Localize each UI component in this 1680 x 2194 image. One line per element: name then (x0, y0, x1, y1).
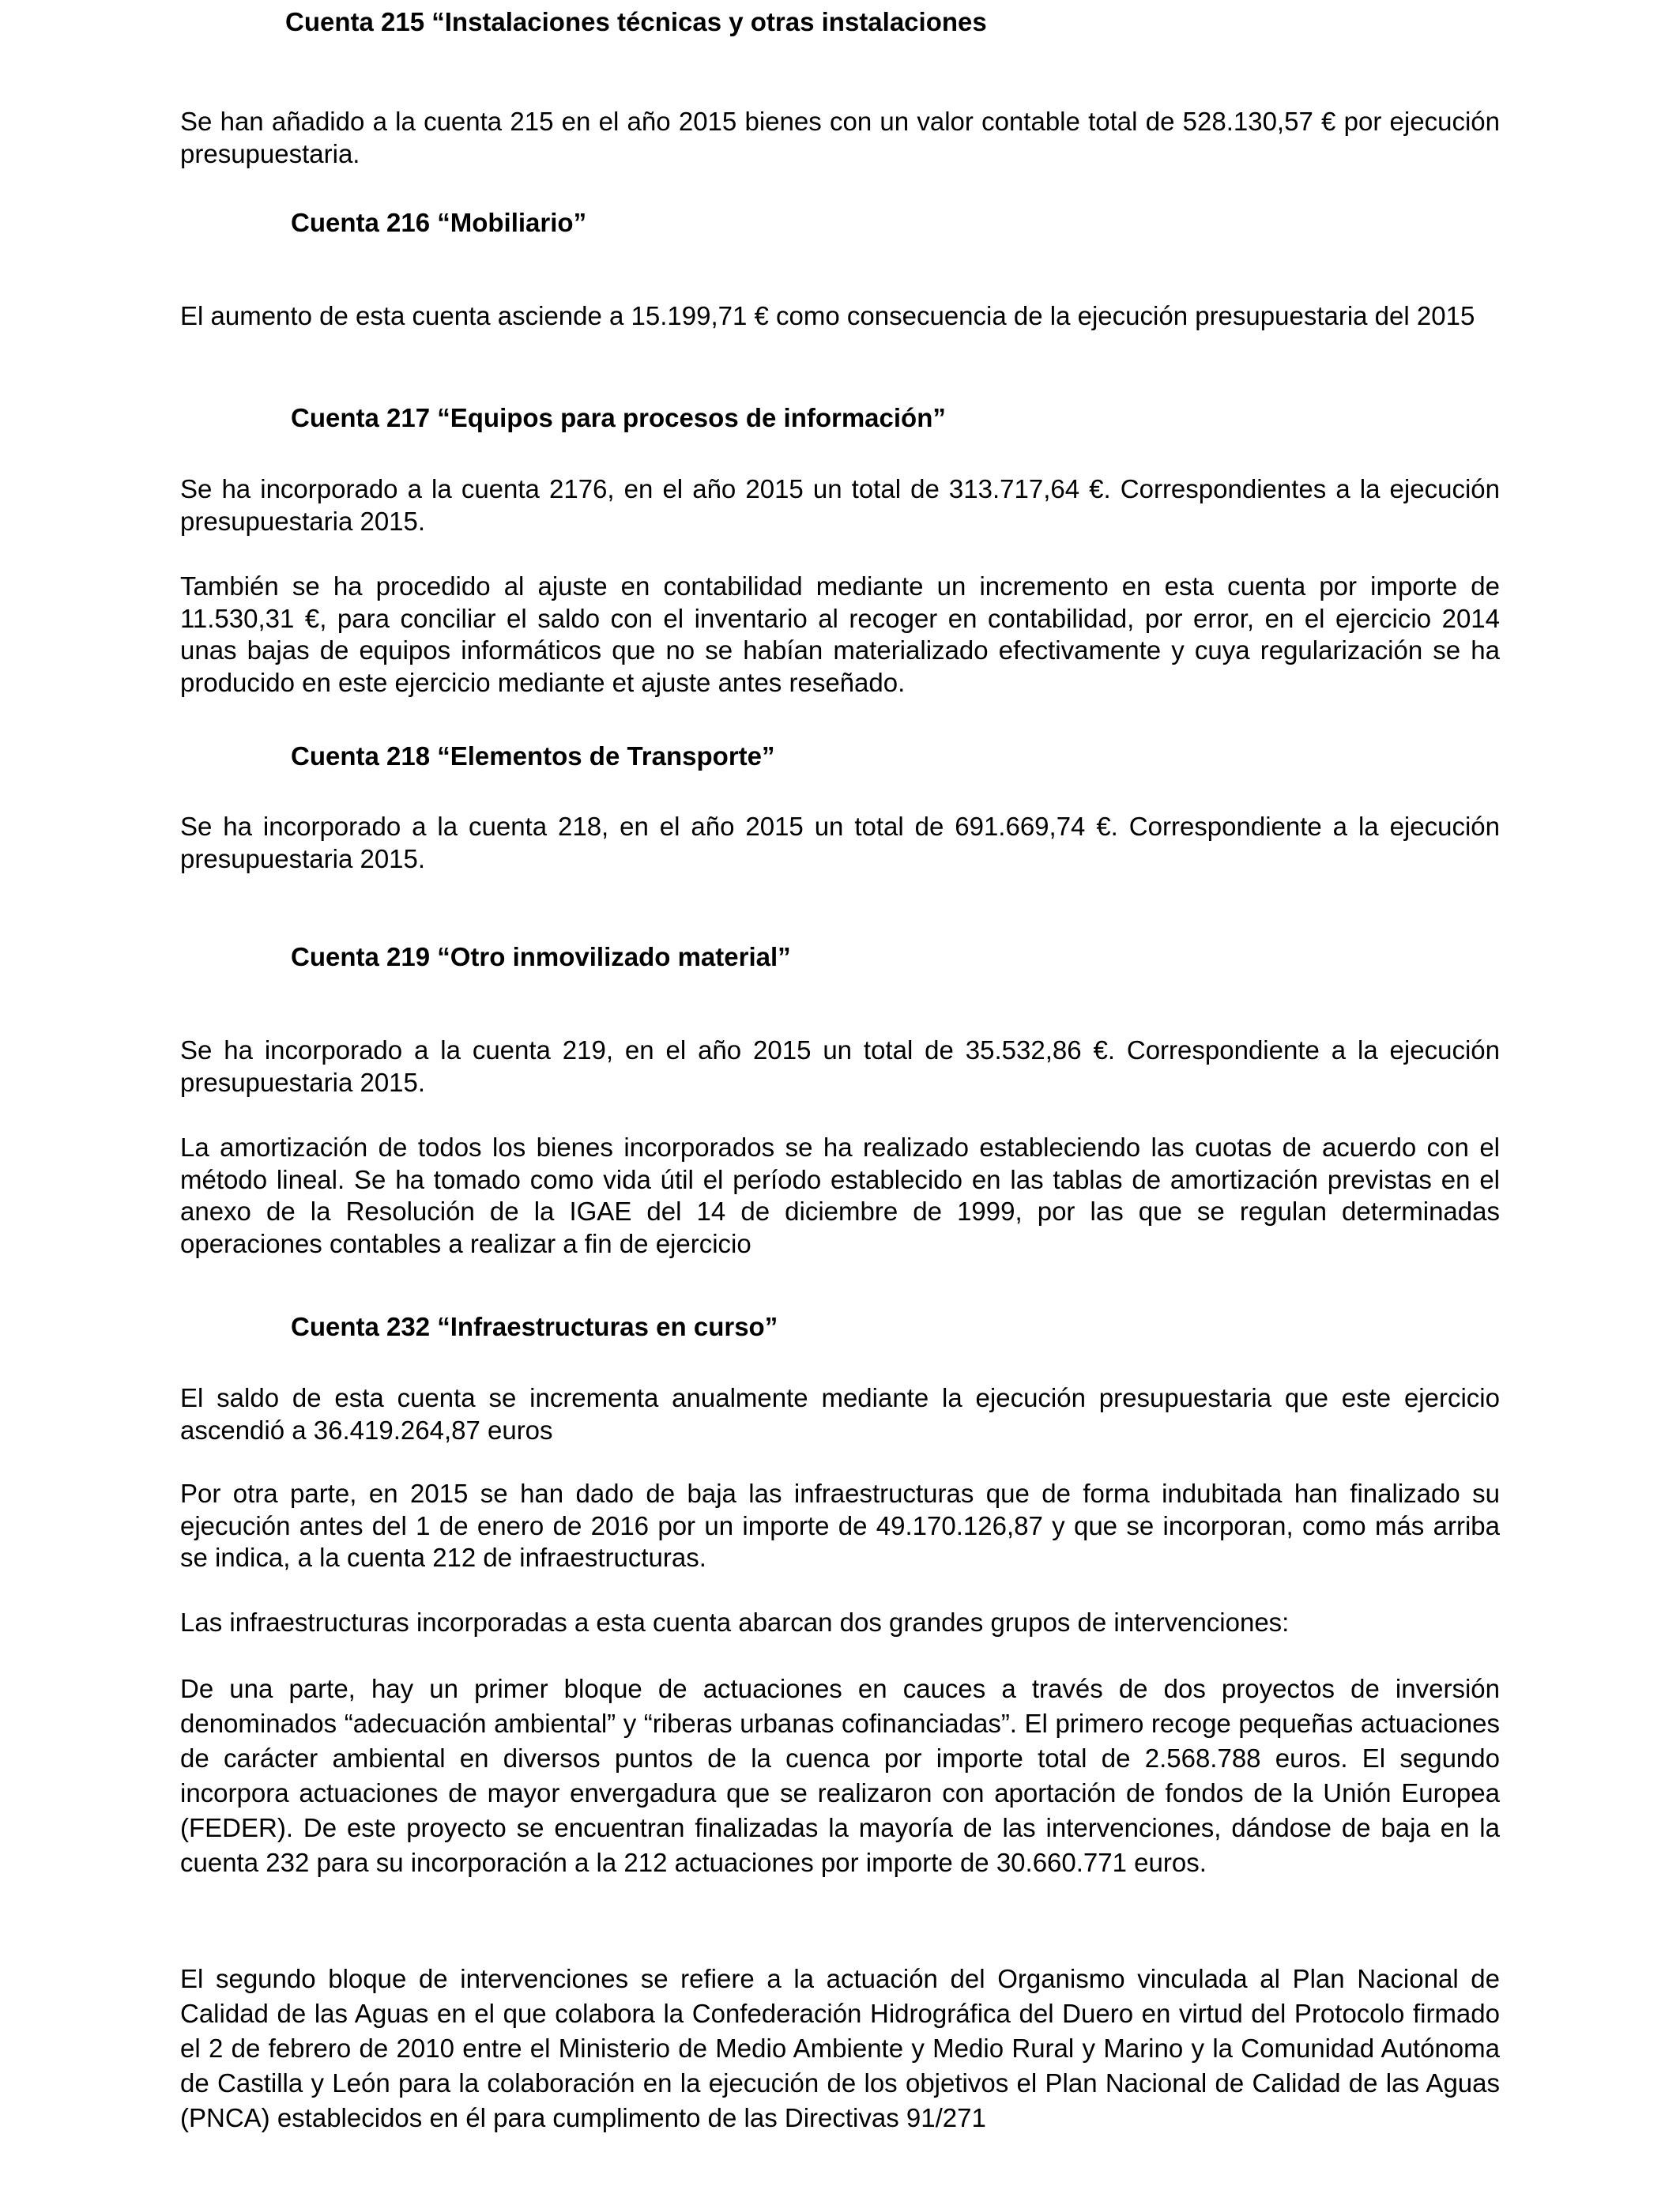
heading-cuenta-215: Cuenta 215 “Instalaciones técnicas y otras instalaciones (285, 7, 987, 36)
paragraph-cuenta-217-2: También se ha procedido al ajuste en contabilidad mediante un incremento en esta cuenta por importe de 11.530,31 €, para conciliar el saldo con el inventario al recoger en contabilidad, por error, en el ejercicio 2014 unas bajas de equipos informáticos que no se habían materializado efectivamente y cuya regularización se ha producido en este ejercicio mediante et ajuste antes reseñado. (180, 571, 1500, 697)
heading-cuenta-219: Cuenta 219 “Otro inmovilizado material” (291, 942, 791, 971)
paragraph-cuenta-232-5: El segundo bloque de intervenciones se refiere a la actuación del Organismo vinculada al Plan Nacional de Calidad de las Aguas en el que colabora la Confederación Hidrográfica del Duero en virtud del Protocolo firmado el 2 de febrero de 2010 entre el Ministerio de Medio Ambiente y Medio Rural y Marino y la Comunidad Autónoma de Castilla y León para la colaboración en la ejecución de los objetivos el Plan Nacional de Calidad de las Aguas (PNCA) establecidos en él para cumplimento de las Directivas 91/271 (180, 1964, 1500, 2132)
paragraph-cuenta-232-3: Las infraestructuras incorporadas a esta cuenta abarcan dos grandes grupos de intervenciones: (180, 1608, 1290, 1637)
paragraph-cuenta-232-1: El saldo de esta cuenta se incrementa anualmente mediante la ejecución presupuestaria que este ejercicio ascendió a 36.419.264,87 euros (180, 1383, 1500, 1445)
heading-cuenta-218: Cuenta 218 “Elementos de Transporte” (291, 741, 775, 771)
paragraph-cuenta-216: El aumento de esta cuenta asciende a 15.199,71 € como consecuencia de la ejecución presupuestaria del 2015 (180, 301, 1475, 330)
paragraph-cuenta-219-1: Se ha incorporado a la cuenta 219, en el año 2015 un total de 35.532,86 €. Correspondiente a la ejecución presupuestaria 2015. (180, 1035, 1500, 1097)
paragraph-cuenta-219-2: La amortización de todos los bienes incorporados se ha realizado estableciendo las cuotas de acuerdo con el método lineal. Se ha tomado como vida útil el período establecido en las tablas de amortización previstas en el anexo de la Resolución de la IGAE del 14 de diciembre de 1999, por las que se regulan determinadas operaciones contables a realizar a fin de ejercicio (180, 1133, 1500, 1258)
paragraph-cuenta-232-2: Por otra parte, en 2015 se han dado de baja las infraestructuras que de forma indubitada han finalizado su ejecución antes del 1 de enero de 2016 por un importe de 49.170.126,87 y que se incorporan, como más arriba se indica, a la cuenta 212 de infraestructuras. (180, 1479, 1500, 1572)
paragraph-cuenta-232-4: De una parte, hay un primer bloque de actuaciones en cauces a través de dos proyectos de inversión denominados “adecuación ambiental” y “riberas urbanas cofinanciadas”. El primero recoge pequeñas actuaciones de carácter ambiental en diversos puntos de la cuenca por importe total de 2.568.788 euros. El segundo incorpora actuaciones de mayor envergadura que se realizaron con aportación de fondos de la Unión Europea (FEDER). De este proyecto se encuentran finalizadas la mayoría de las intervenciones, dándose de baja en la cuenta 232 para su incorporación a la 212 actuaciones por importe de 30.660.771 euros. (180, 1674, 1500, 1877)
paragraph-cuenta-218: Se ha incorporado a la cuenta 218, en el año 2015 un total de 691.669,74 €. Correspondiente a la ejecución presupuestaria 2015. (180, 812, 1500, 873)
paragraph-cuenta-217-1: Se ha incorporado a la cuenta 2176, en el año 2015 un total de 313.717,64 €. Correspondientes a la ejecución presupuestaria 2015. (180, 474, 1500, 536)
heading-cuenta-217: Cuenta 217 “Equipos para procesos de información” (291, 403, 946, 432)
heading-cuenta-216: Cuenta 216 “Mobiliario” (291, 208, 587, 237)
heading-cuenta-232: Cuenta 232 “Infraestructuras en curso” (291, 1312, 778, 1341)
paragraph-cuenta-215: Se han añadido a la cuenta 215 en el año 2015 bienes con un valor contable total de 528.130,57 € por ejecución presupuestaria. (180, 107, 1500, 168)
